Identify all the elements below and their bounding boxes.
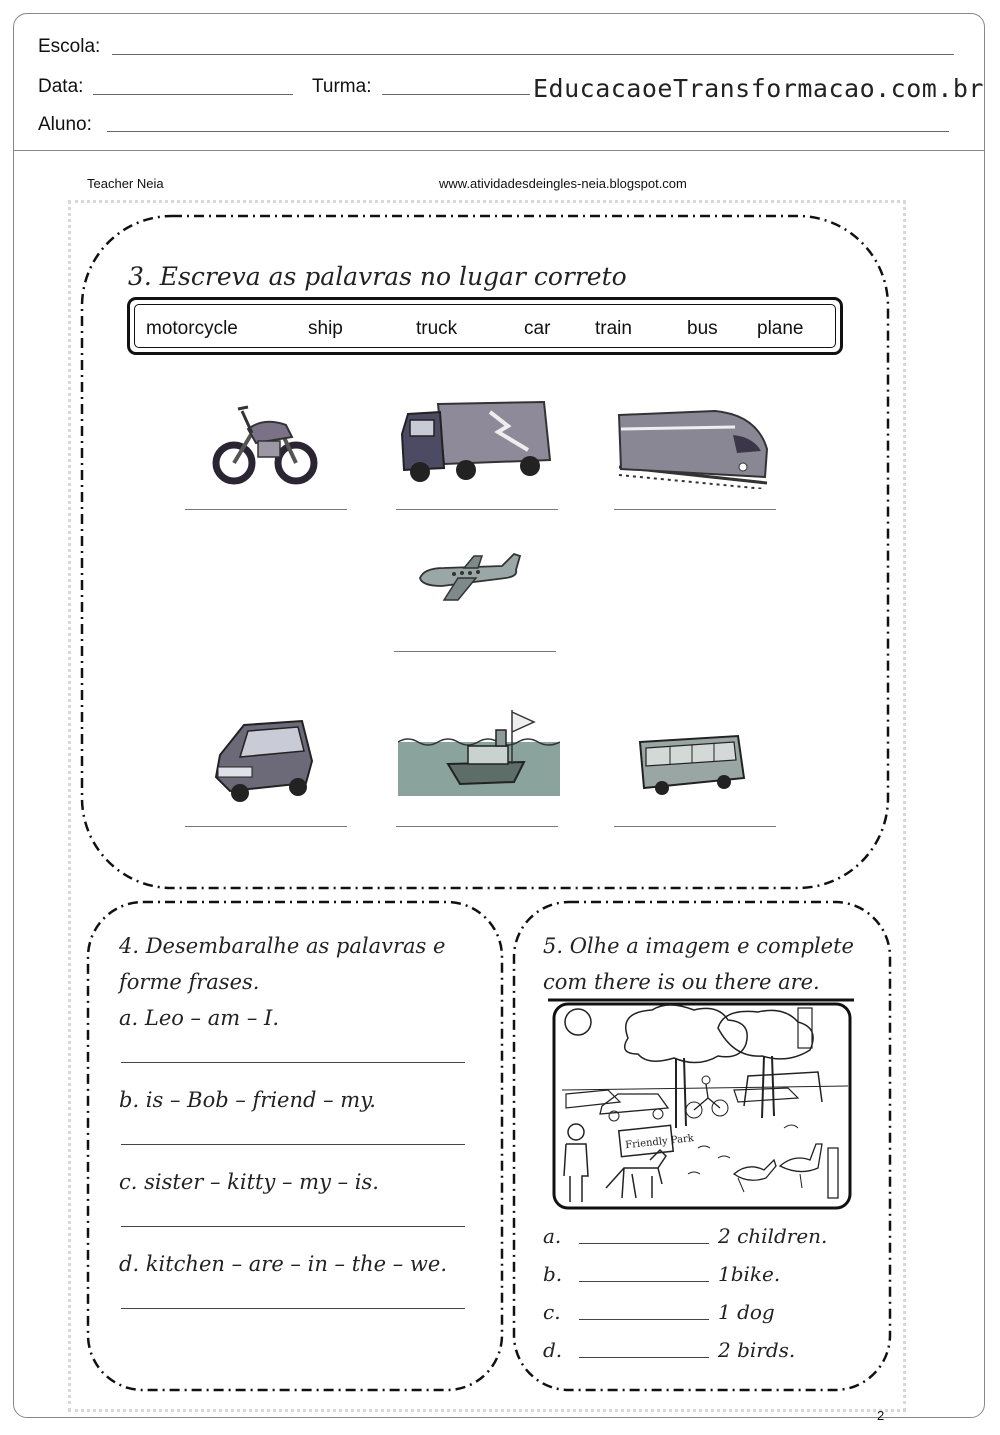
answer-line-4a[interactable] — [121, 1062, 465, 1063]
exercise5-rest-c: 1 dog — [718, 1300, 775, 1324]
park-sign-text: Friendly Park — [624, 1133, 695, 1152]
site-watermark: EducacaoeTransformacao.com.br — [533, 74, 984, 103]
exercise5-letter-d: d. — [543, 1338, 563, 1362]
exercise5-rest-b: 1bike. — [718, 1262, 781, 1286]
escola-label: Escola: — [38, 36, 101, 57]
answer-line-4d[interactable] — [121, 1308, 465, 1309]
answer-line-car[interactable] — [185, 826, 347, 827]
answer-line-bus[interactable] — [614, 826, 776, 827]
exercise5-rest-a: 2 children. — [718, 1224, 828, 1248]
car-icon — [210, 717, 316, 805]
turma-label: Turma: — [312, 76, 372, 97]
blog-credit: www.atividadesdeingles-neia.blogspot.com — [439, 176, 687, 191]
answer-line-plane[interactable] — [394, 651, 556, 652]
page-number: 2 — [877, 1408, 885, 1423]
motorcycle-icon — [212, 403, 318, 487]
exercise4-item-a: a. Leo – am – I. — [119, 1006, 279, 1030]
park-scene-icon — [548, 998, 854, 1210]
exercise4-title-line2: forme frases. — [119, 970, 260, 994]
teacher-credit: Teacher Neia — [87, 176, 164, 191]
word-ship: ship — [308, 318, 343, 339]
word-motorcycle: motorcycle — [146, 318, 238, 339]
exercise5-letter-a: a. — [543, 1224, 562, 1248]
data-label: Data: — [38, 76, 84, 97]
ship-icon — [398, 708, 560, 796]
truck-icon — [398, 398, 554, 490]
bus-icon — [636, 734, 748, 798]
train-icon — [615, 405, 771, 489]
word-car: car — [524, 318, 551, 339]
answer-line-motorcycle[interactable] — [185, 509, 347, 510]
word-truck: truck — [416, 318, 458, 339]
answer-line-truck[interactable] — [396, 509, 558, 510]
exercise5-rest-d: 2 birds. — [718, 1338, 796, 1362]
answer-line-5c[interactable] — [579, 1319, 709, 1320]
exercise5-letter-b: b. — [543, 1262, 563, 1286]
exercise4-item-d: d. kitchen – are – in – the – we. — [119, 1252, 448, 1276]
exercise5-title-line1: 5. Olhe a imagem e complete — [543, 934, 854, 958]
answer-line-5b[interactable] — [579, 1281, 709, 1282]
exercise5-title-line2: com there is ou there are. — [543, 970, 820, 994]
plane-icon — [414, 552, 522, 604]
exercise4-title-line1: 4. Desembaralhe as palavras e — [119, 934, 446, 958]
answer-line-train[interactable] — [614, 509, 776, 510]
answer-line-4c[interactable] — [121, 1226, 465, 1227]
aluno-label: Aluno: — [38, 114, 92, 135]
word-bus: bus — [687, 318, 718, 339]
answer-line-4b[interactable] — [121, 1144, 465, 1145]
exercise4-item-b: b. is – Bob – friend – my. — [119, 1088, 376, 1112]
exercise3-title: 3. Escreva as palavras no lugar correto — [128, 262, 627, 291]
answer-line-ship[interactable] — [396, 826, 558, 827]
word-train: train — [595, 318, 632, 339]
exercise5-letter-c: c. — [543, 1300, 561, 1324]
answer-line-5a[interactable] — [579, 1243, 709, 1244]
word-plane: plane — [757, 318, 804, 339]
answer-line-5d[interactable] — [579, 1357, 709, 1358]
exercise4-item-c: c. sister – kitty – my – is. — [119, 1170, 379, 1194]
